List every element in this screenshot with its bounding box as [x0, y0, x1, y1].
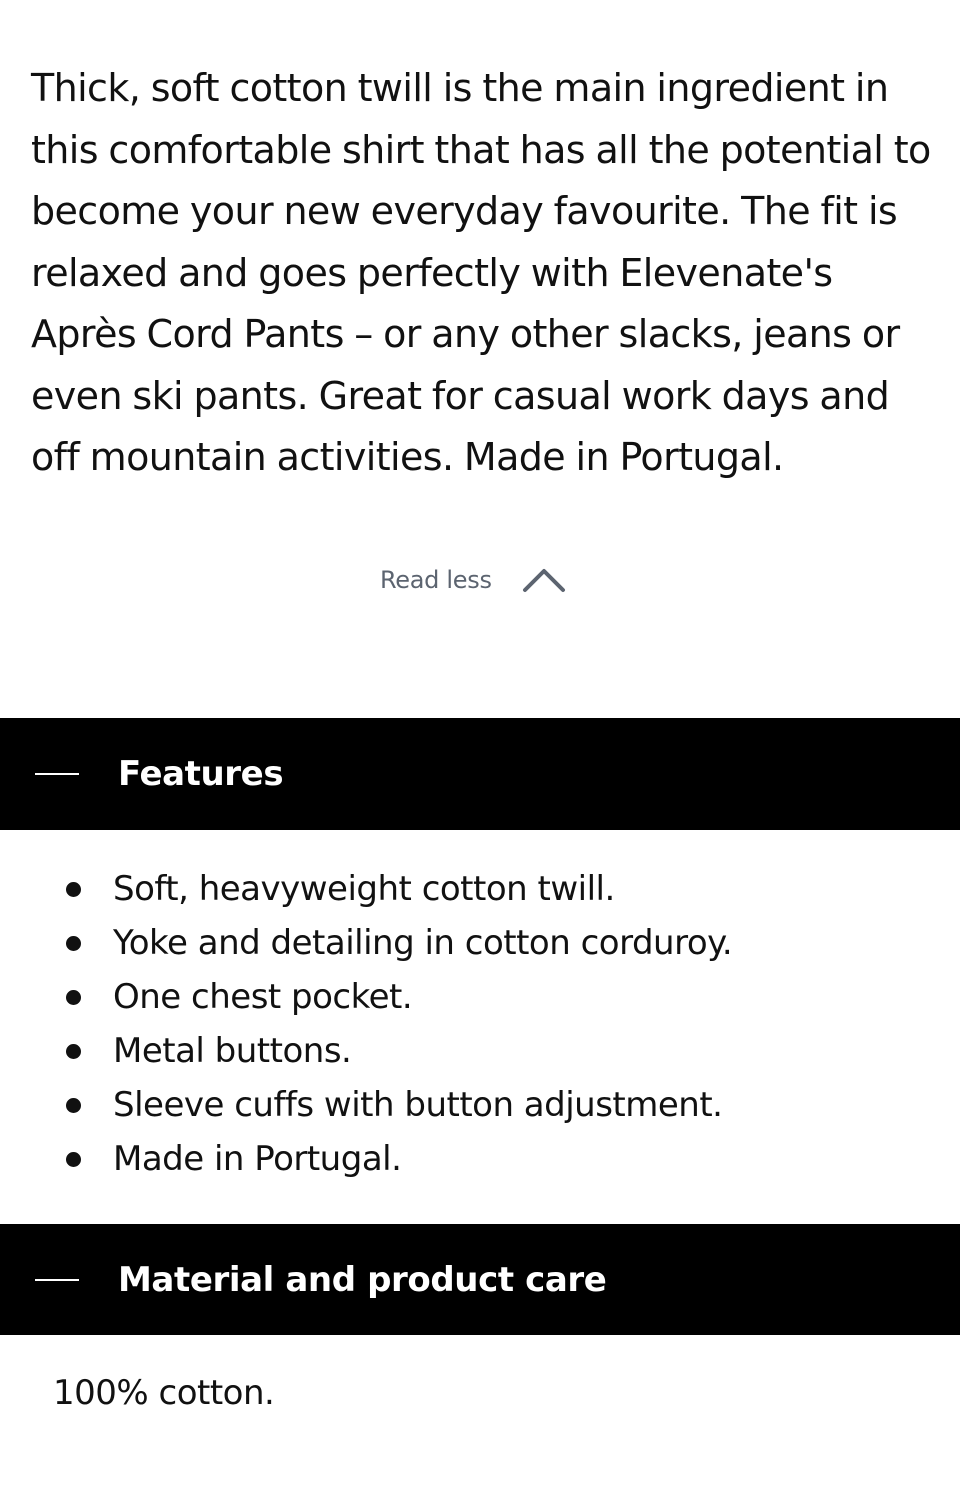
- features-accordion-header[interactable]: [0, 718, 960, 830]
- feature-text: Sleeve cuffs with button adjustment.: [113, 1085, 723, 1125]
- minus-icon: [35, 1279, 79, 1281]
- features-title: Features: [118, 754, 284, 794]
- bullet-icon: [66, 936, 81, 951]
- feature-text: Yoke and detailing in cotton corduroy.: [113, 923, 733, 963]
- care-title: Material and product care: [118, 1259, 607, 1300]
- feature-text: Soft, heavyweight cotton twill.: [113, 869, 615, 909]
- feature-text: Made in Portugal.: [113, 1139, 402, 1179]
- read-less-label: Read less: [380, 566, 492, 594]
- bullet-icon: [66, 1152, 81, 1167]
- product-description: Thick, soft cotton twill is the main ingredient in this comfortable shirt that has all the potential to become your new everyday favourite. The fit is relaxed and goes perfectly with Elevenate's Après Cord Pants – or any other slacks, jeans or even ski pants. Great for casual work days and off mountain activities. Made in Portugal.: [31, 66, 931, 479]
- minus-icon: [35, 773, 79, 775]
- feature-text: One chest pocket.: [113, 977, 413, 1017]
- chevron-up-icon: [522, 566, 566, 594]
- bullet-icon: [66, 1044, 81, 1059]
- read-less-button[interactable]: [380, 558, 566, 602]
- care-accordion-header[interactable]: [0, 1224, 960, 1335]
- bullet-icon: [66, 990, 81, 1005]
- feature-text: Metal buttons.: [113, 1031, 352, 1071]
- care-text: 100% cotton.: [53, 1373, 275, 1413]
- bullet-icon: [66, 882, 81, 897]
- bullet-icon: [66, 1098, 81, 1113]
